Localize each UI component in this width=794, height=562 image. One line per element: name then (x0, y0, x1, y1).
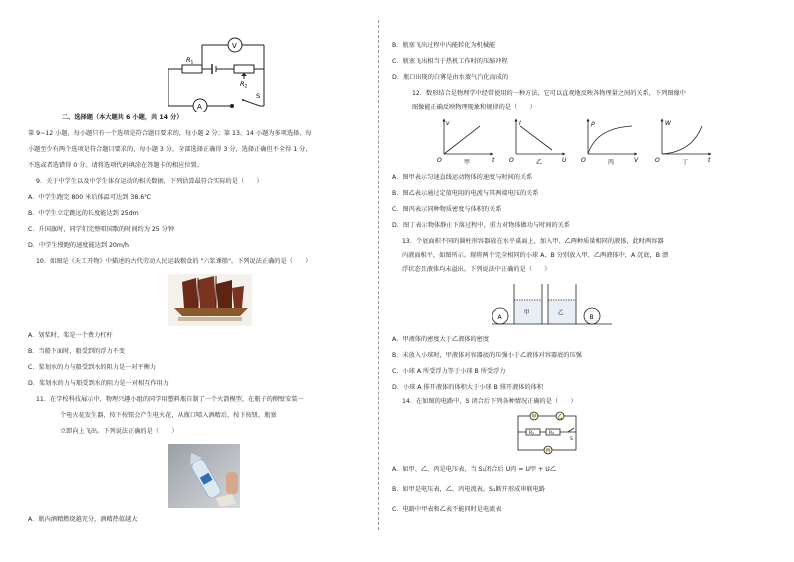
ammeter-label: A (197, 103, 202, 111)
r2-label: R (240, 80, 245, 88)
q11-option-a: A．瓶内酒精燃烧越充分，酒精热值越大 (28, 516, 138, 523)
q13-option-b: B．未放入小球时，甲液体对容器底的压强小于乙液体对容器底的压强 (392, 352, 582, 359)
graph4-origin: O (655, 157, 660, 164)
q9-option-b: B．中学生立定跳远的长度能达到 25dm (28, 210, 139, 217)
q9-option-c: C．升国旗时，同学们完整唱国歌的时间约为 25 分钟 (28, 226, 175, 233)
q12-option-b: B．图乙表示通过定值电阻的电流与其两端电压的关系 (392, 190, 539, 197)
graph2-xlabel: U (562, 157, 567, 164)
graph4-ylabel: W (665, 120, 671, 127)
q13-option-d: D．小球 A 排开液体的体积大于小球 B 排开液体的体积 (392, 384, 544, 391)
q13-stem-line-1: 13．个底面积不同的圆柱形容器放在水平桌面上，加入甲、乙两种质量相同的液体，此时两容器 (402, 238, 664, 245)
graph3-origin: O (581, 157, 586, 164)
rocket-photo (168, 444, 240, 508)
q14-option-c: C．电路中甲表和乙表不能同时是电流表 (392, 506, 502, 513)
meter-bing-label: 丙 (545, 448, 551, 454)
q10-option-c: C．桨划水的力与船受到水的阻力是一对平衡力 (28, 364, 157, 371)
q13-option-c: C．小球 A 所受浮力等于小球 B 所受浮力 (392, 368, 506, 375)
graph3-caption: 丙 (608, 159, 615, 166)
section-desc-line-3: 不选或者选错得 0 分。请将选项代码填涂在答题卡的相应位置。 (28, 162, 203, 169)
section-title: 二、选择题（本大题共 6 小题，共 14 分） (62, 114, 183, 121)
q12-graphs (436, 116, 726, 166)
graph4-caption: 丁 (682, 159, 689, 166)
q14-stem: 14．在如图的电路中，S 闭合后下列各种情况正确的是（ ） (402, 398, 577, 405)
q11-stem-line-1: 11．在学校科技展示中，物理兴趣小组的同学用塑料瓶自制了一个火箭模型，在瓶子的侧壁安装一 (36, 396, 304, 403)
switch-label: S (256, 92, 261, 100)
circuit-figure-top (168, 36, 278, 112)
graph3-xlabel: V (634, 157, 639, 164)
section-desc-line-1: 第 9~12 小题，每小题只有一个选项是符合题目要求的，每小题 2 分；第 13、14 小题为多项选择，每 (28, 130, 312, 137)
q12-option-d: D．图丁表示物体静止下落过程中，重力对物体做功与时间的关系 (392, 222, 571, 229)
liquid-jia-label: 甲 (524, 310, 530, 316)
voltmeter-label: V (232, 42, 237, 50)
r2-label-q14: R₂ (549, 431, 554, 436)
graph2-caption: 乙 (536, 159, 543, 166)
graph1-ylabel: v (446, 120, 450, 127)
r1-label: R (186, 56, 191, 64)
r1-sub-label: 1 (190, 60, 194, 66)
q13-stem-line-2: 内液面相平，如图所示。现将两个完全相同的小球 A、B 分别放入甲、乙两液体中，A 沉底，B 漂 (402, 252, 669, 259)
q14-option-a: A．如甲、乙、丙是电压表，当 S₁闭合后 U丙 = U甲 + U乙 (392, 466, 556, 473)
r2-sub-label: 2 (244, 84, 248, 90)
q9-option-d: D．中学生慢跑的速度能达到 20m/h (28, 242, 129, 249)
r1-label-q14: R₁ (529, 431, 534, 436)
graph3-ylabel: ρ (591, 120, 595, 127)
q12-option-c: C．图丙表示同种物质密度与体积的关系 (392, 206, 502, 213)
q13-container-figure (492, 280, 612, 328)
q13-stem-line-3: 浮状态且液体均未溢出。下列说法中正确的是（ ） (402, 266, 551, 273)
graph4-xlabel: t (708, 157, 711, 164)
q10-option-a: A．划桨时，桨是一个费力杠杆 (28, 332, 113, 339)
q11-stem-line-3: 立即向上飞出。下列说法正确的是（ ） (60, 428, 178, 435)
q11-option-c: C．瓶塞飞出相当于热机工作时的压缩冲程 (392, 58, 508, 65)
q14-circuit-figure (512, 408, 582, 456)
q10-option-d: D．桨划水的力与船受到水的阻力是一对相互作用力 (28, 380, 169, 387)
graph1-origin: O (437, 157, 442, 164)
ball-a-label: A (497, 314, 502, 321)
q13-option-a: A．甲液体的密度大于乙液体的密度 (392, 336, 490, 343)
section-desc-line-2: 小题至少有两个选项是符合题目要求的，每小题 3 分，全部选择正确得 3 分，选择正确但不全得 1 分， (28, 146, 312, 153)
q12-stem-line-2: 图像能正确反映物理现象和规律的是（ ） (412, 104, 536, 111)
column-divider (378, 20, 379, 530)
q9-stem: 9．关于中学生以及中学生体育运动的相关数据，下列估算最符合实际的是（ ） (36, 178, 263, 185)
q12-stem-line-1: 12．数形结合是物理学中经常使用的一种方法，它可以直观地反映各物理量之间的关系，下列图像中 (412, 90, 686, 97)
graph2-origin: O (509, 157, 514, 164)
meter-yi-label: 乙 (557, 414, 563, 420)
boat-image (168, 274, 252, 326)
graph1-caption: 甲 (464, 159, 471, 166)
q11-option-d: D．瓶口出现的白雾是由水蒸气汽化而成的 (392, 74, 509, 81)
q11-option-b: B．瓶塞飞出过程中内能转化为机械能 (392, 42, 496, 49)
q9-option-a: A．中学生跑完 800 米后体温可达到 38.6℃ (28, 194, 152, 201)
ball-b-label: B (589, 314, 594, 321)
graph2-ylabel: I (519, 120, 521, 127)
q14-option-b: B．如甲是电压表，乙、丙电流表，S₁断开形成串联电路 (392, 486, 545, 493)
q12-option-a: A．图甲表示匀速直线运动物体的速度与时间的关系 (392, 174, 533, 181)
liquid-yi-label: 乙 (558, 310, 564, 316)
q10-stem: 10．如图是《天工开物》中描述的古代劳动人民运载粮食的 "六浆课船"。下列说法正确的是（ ） (36, 258, 312, 265)
q11-stem-line-2: 个电火花发生器，按下按钮会产生电火花，从瓶口喷入酒精后，按下按钮，瓶塞 (60, 412, 277, 419)
meter-jia-label: 甲 (531, 414, 537, 420)
graph1-xlabel: t (492, 157, 495, 164)
q10-option-b: B．当船下面时，船受到的浮力不变 (28, 348, 126, 355)
switch-label-q14: S (570, 437, 573, 442)
